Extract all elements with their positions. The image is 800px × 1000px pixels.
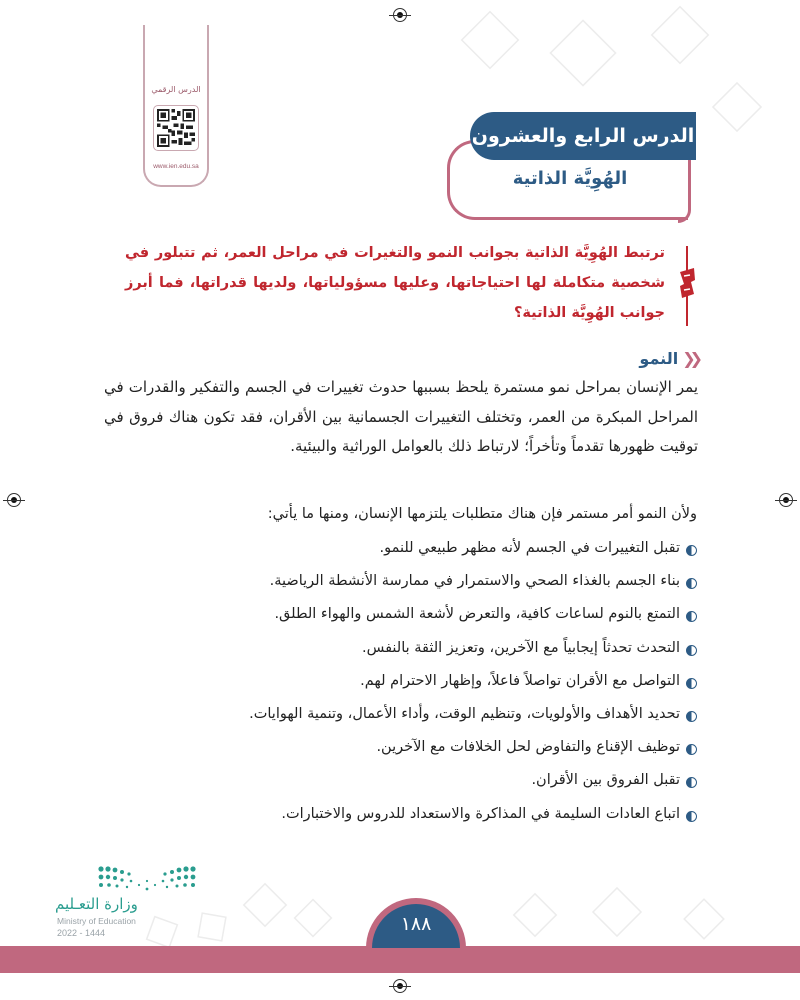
list-item-text: تحديد الأهداف والأولويات، وتنظيم الوقت، وأداء الأعمال، وتنمية الهوايات. xyxy=(249,705,680,722)
digital-lesson-label: الدرس الرقمي xyxy=(151,85,201,94)
list-item-text: تقبل الفروق بين الأقران. xyxy=(531,772,680,789)
list-item-text: اتباع العادات السليمة في المذاكرة والاستعداد للدروس والاختبارات. xyxy=(281,805,680,822)
lesson-number-title: الدرس الرابع والعشرون xyxy=(470,112,696,160)
list-item xyxy=(137,540,697,573)
list-item xyxy=(137,772,697,805)
registration-mark-left xyxy=(7,493,21,507)
intro-question: ترتبط الهُوِيَّة الذاتية بجوانب النمو والتغيرات في مراحل العمر، ثم تتبلور في شخصية متكاملة لها احتياجاتها، وعليها مسؤولياتها، ولديها قدراتها، فما أبرز جوانب الهُوِيَّة الذاتية؟ xyxy=(125,245,665,321)
list-item-text: التحدث تحدثاً إيجابياً مع الآخرين، وتعزيز الثقة بالنفس. xyxy=(361,639,680,656)
registration-mark-right xyxy=(779,493,793,507)
list-item xyxy=(137,606,697,639)
list-item xyxy=(137,640,697,673)
lesson-subtitle: الهُوِيَّة الذاتية xyxy=(512,168,628,189)
ministry-name-english: Ministry of Education xyxy=(57,916,136,926)
ministry-dots-icon xyxy=(97,865,197,895)
digital-lesson-url[interactable]: www.ien.edu.sa xyxy=(153,163,199,170)
list-item xyxy=(137,706,697,739)
bullet-icon xyxy=(686,711,697,722)
section-heading xyxy=(639,349,697,368)
bullets-lead: ولأن النمو أمر مستمر فإن هناك متطلبات يلتزمها الإنسان، ومنها ما يأتي: xyxy=(267,506,697,522)
list-item-text: توظيف الإقناع والتفاوض لحل الخلافات مع الآخرين. xyxy=(376,739,680,756)
bullet-icon xyxy=(686,578,697,589)
think-icon xyxy=(676,246,698,326)
bullet-icon xyxy=(686,645,697,656)
page-number: ١٨٨ xyxy=(372,904,460,948)
list-item-text: التمتع بالنوم لساعات كافية، والتعرض لأشعة الشمس والهواء الطلق. xyxy=(274,606,680,623)
qr-code-icon[interactable] xyxy=(153,105,199,151)
list-item xyxy=(137,739,697,772)
digital-lesson-tab[interactable] xyxy=(143,25,209,187)
bullet-icon xyxy=(686,545,697,556)
list-item xyxy=(137,573,697,606)
list-item xyxy=(137,806,697,839)
list-item-text: التواصل مع الأقران تواصلاً فاعلاً، وإظهار الاحترام لهم. xyxy=(360,672,680,689)
requirements-list xyxy=(137,540,697,839)
ministry-name-arabic: وزارة التعـليم xyxy=(55,895,138,913)
list-item-text: بناء الجسم بالغذاء الصحي والاستمرار في ممارسة الأنشطة الرياضية. xyxy=(269,573,680,590)
registration-mark-top xyxy=(393,8,407,22)
list-item-text: تقبل التغييرات في الجسم لأنه مظهر طبيعي للنمو. xyxy=(379,540,680,556)
bullet-icon xyxy=(686,811,697,822)
bullet-icon xyxy=(686,744,697,755)
section-paragraph: يمر الإنسان بمراحل نمو مستمرة يلحظ بسببها حدوث تغييرات في الجسم والتفكير والقدرات في المراحل المبكرة من العمر، وتختلف التغييرات الجسمانية بين الأقران، فقد تكون هناك فروق في توقيت ظهورها تقدماً وتأخراً؛ لارتباط ذلك بالعوامل الوراثية والبيئية. xyxy=(104,378,698,455)
section-heading-text: النمو xyxy=(639,349,679,368)
edition-year: 2022 - 1444 xyxy=(57,928,106,938)
list-item xyxy=(137,673,697,706)
double-chevron-icon: ❮❮ xyxy=(682,349,697,368)
bullet-icon xyxy=(686,611,697,622)
registration-mark-bottom xyxy=(393,979,407,993)
bullet-icon xyxy=(686,678,697,689)
bullet-icon xyxy=(686,777,697,788)
footer-bar xyxy=(0,946,800,973)
